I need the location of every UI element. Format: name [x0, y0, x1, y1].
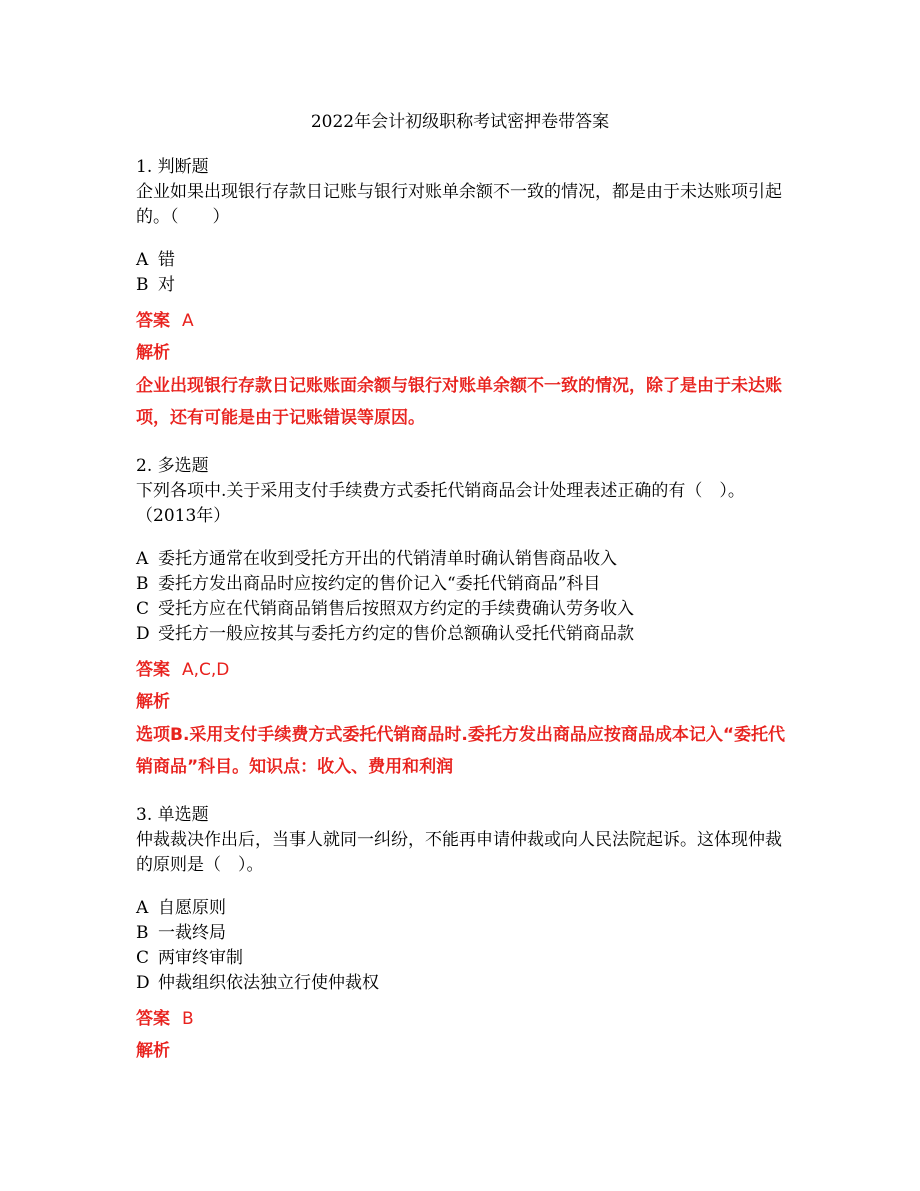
option-item — [136, 971, 786, 996]
question-stem: 下列各项中.关于采用支付手续费方式委托代销商品会计处理表述正确的有（ ）。（2013年） — [136, 481, 745, 526]
option-text: 对 — [158, 275, 175, 295]
option-text: 错 — [158, 250, 175, 270]
answer-line — [136, 306, 786, 336]
option-letter: B — [136, 923, 149, 943]
document-title: 2022年会计初级职称考试密押卷带答案 — [310, 112, 610, 132]
analysis-label: 解析 — [136, 692, 170, 712]
answer-value: A — [182, 311, 194, 331]
option-list — [136, 896, 786, 996]
option-letter: C — [136, 599, 150, 619]
option-text: 自愿原则 — [158, 898, 226, 918]
option-letter: A — [136, 250, 149, 270]
answer-line — [136, 655, 786, 685]
option-item — [136, 946, 786, 971]
question-2 — [136, 454, 786, 783]
question-stem: 企业如果出现银行存款日记账与银行对账单余额不一致的情况，都是由于未达账项引起的。（ ） — [136, 182, 782, 227]
question-type: 1. 判断题 — [136, 157, 209, 177]
question-stem: 仲裁裁决作出后，当事人就同一纠纷，不能再申请仲裁或向人民法院起诉。这体现仲裁的原则是（ ）。 — [136, 830, 782, 875]
question-type: 2. 多选题 — [136, 456, 209, 476]
option-list — [136, 248, 786, 298]
option-item — [136, 572, 786, 597]
option-letter: B — [136, 574, 149, 594]
option-letter: D — [136, 973, 150, 993]
answer-label: 答案 — [136, 1009, 170, 1029]
option-text: 委托方通常在收到受托方开出的代销清单时确认销售商品收入 — [158, 549, 617, 569]
option-text: 委托方发出商品时应按约定的售价记入“委托代销商品”科目 — [158, 574, 601, 594]
analysis-text: 选项B.采用支付手续费方式委托代销商品时.委托方发出商品应按商品成本记入“委托代销商品”科目。知识点：收入、费用和利润 — [136, 725, 786, 777]
option-text: 两审终审制 — [158, 948, 243, 968]
answer-value: B — [182, 1009, 194, 1029]
answer-line — [136, 1004, 786, 1034]
option-letter: B — [136, 275, 149, 295]
question-type: 3. 单选题 — [136, 805, 209, 825]
question-1 — [136, 155, 786, 434]
answer-label: 答案 — [136, 311, 170, 331]
option-text: 受托方应在代销商品销售后按照双方约定的手续费确认劳务收入 — [158, 599, 634, 619]
option-text: 仲裁组织依法独立行使仲裁权 — [158, 973, 379, 993]
option-item — [136, 597, 786, 622]
analysis-label: 解析 — [136, 343, 170, 363]
analysis-text: 企业出现银行存款日记账账面余额与银行对账单余额不一致的情况，除了是由于未达账项，还有可能是由于记账错误等原因。 — [136, 376, 782, 428]
option-item — [136, 248, 786, 273]
option-letter: D — [136, 624, 150, 644]
option-item — [136, 273, 786, 298]
option-text: 受托方一般应按其与委托方约定的售价总额确认受托代销商品款 — [158, 624, 634, 644]
option-item — [136, 547, 786, 572]
option-item — [136, 896, 786, 921]
question-3 — [136, 803, 786, 1066]
option-letter: C — [136, 948, 150, 968]
answer-value: A,C,D — [182, 660, 230, 680]
option-letter: A — [136, 898, 149, 918]
answer-label: 答案 — [136, 660, 170, 680]
option-text: 一裁终局 — [158, 923, 226, 943]
option-item — [136, 921, 786, 946]
analysis-label: 解析 — [136, 1041, 170, 1061]
option-item — [136, 622, 786, 647]
option-letter: A — [136, 549, 149, 569]
option-list — [136, 547, 786, 647]
